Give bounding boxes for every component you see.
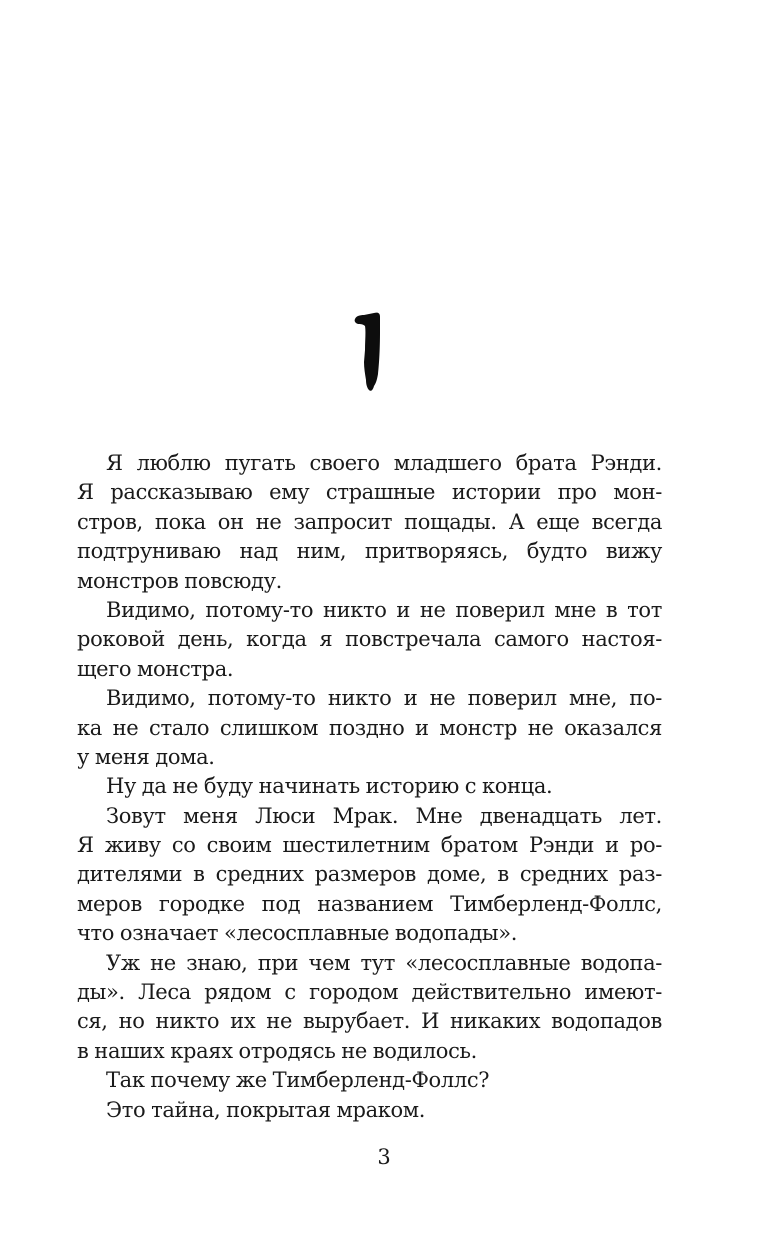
brush-numeral-one-icon	[352, 310, 388, 394]
text-line: Так почему же Тимберленд-Фоллс?	[106, 1068, 490, 1093]
text-line: Видимо, потому-то никто и не поверил мне в тот	[106, 597, 662, 622]
text-line: щего монстра.	[77, 656, 234, 681]
chapter-number	[352, 310, 388, 394]
text-line: Зовут меня Люси Мрак. Мне двенадцать лет.	[106, 803, 662, 828]
text-line: Я живу со своим шестилетним братом Рэнди и ро-	[77, 833, 662, 858]
text-line: подтруниваю над ним, притворяясь, будто вижу	[77, 539, 662, 564]
text-line: у меня дома.	[77, 744, 215, 769]
text-line: дителями в средних размеров доме, в средних раз-	[77, 862, 662, 887]
text-line: монстров повсюду.	[77, 568, 282, 593]
chapter-body	[77, 449, 662, 1125]
text-line: Это тайна, покрытая мраком.	[106, 1097, 426, 1122]
text-line: в наших краях отродясь не водилось.	[77, 1038, 477, 1063]
text-line: ка не стало слишком поздно и монстр не оказался	[77, 715, 662, 740]
text-line: роковой день, когда я повстречала самого настоя-	[77, 627, 662, 652]
page-number: 3	[377, 1145, 391, 1169]
text-line: что означает «лесосплавные водопады».	[77, 921, 518, 946]
text-line: Уж не знаю, при чем тут «лесосплавные водопа-	[106, 950, 662, 975]
text-line: стров, пока он не запросит пощады. А еще всегда	[77, 509, 662, 534]
text-line: ся, но никто их не вырубает. И никаких водопадов	[77, 1009, 662, 1034]
text-line: Видимо, потому-то никто и не поверил мне, по-	[106, 686, 662, 711]
text-line: меров городке под названием Тимберленд-Фоллс,	[77, 891, 662, 916]
text-line: Я рассказываю ему страшные истории про мон-	[77, 480, 662, 505]
chapter-number-text	[352, 394, 353, 395]
text-line: Я люблю пугать своего младшего брата Рэнди.	[106, 451, 662, 475]
text-line: Ну да не буду начинать историю с конца.	[106, 774, 553, 799]
text-line: ды». Леса рядом с городом действительно имеют-	[77, 980, 662, 1005]
